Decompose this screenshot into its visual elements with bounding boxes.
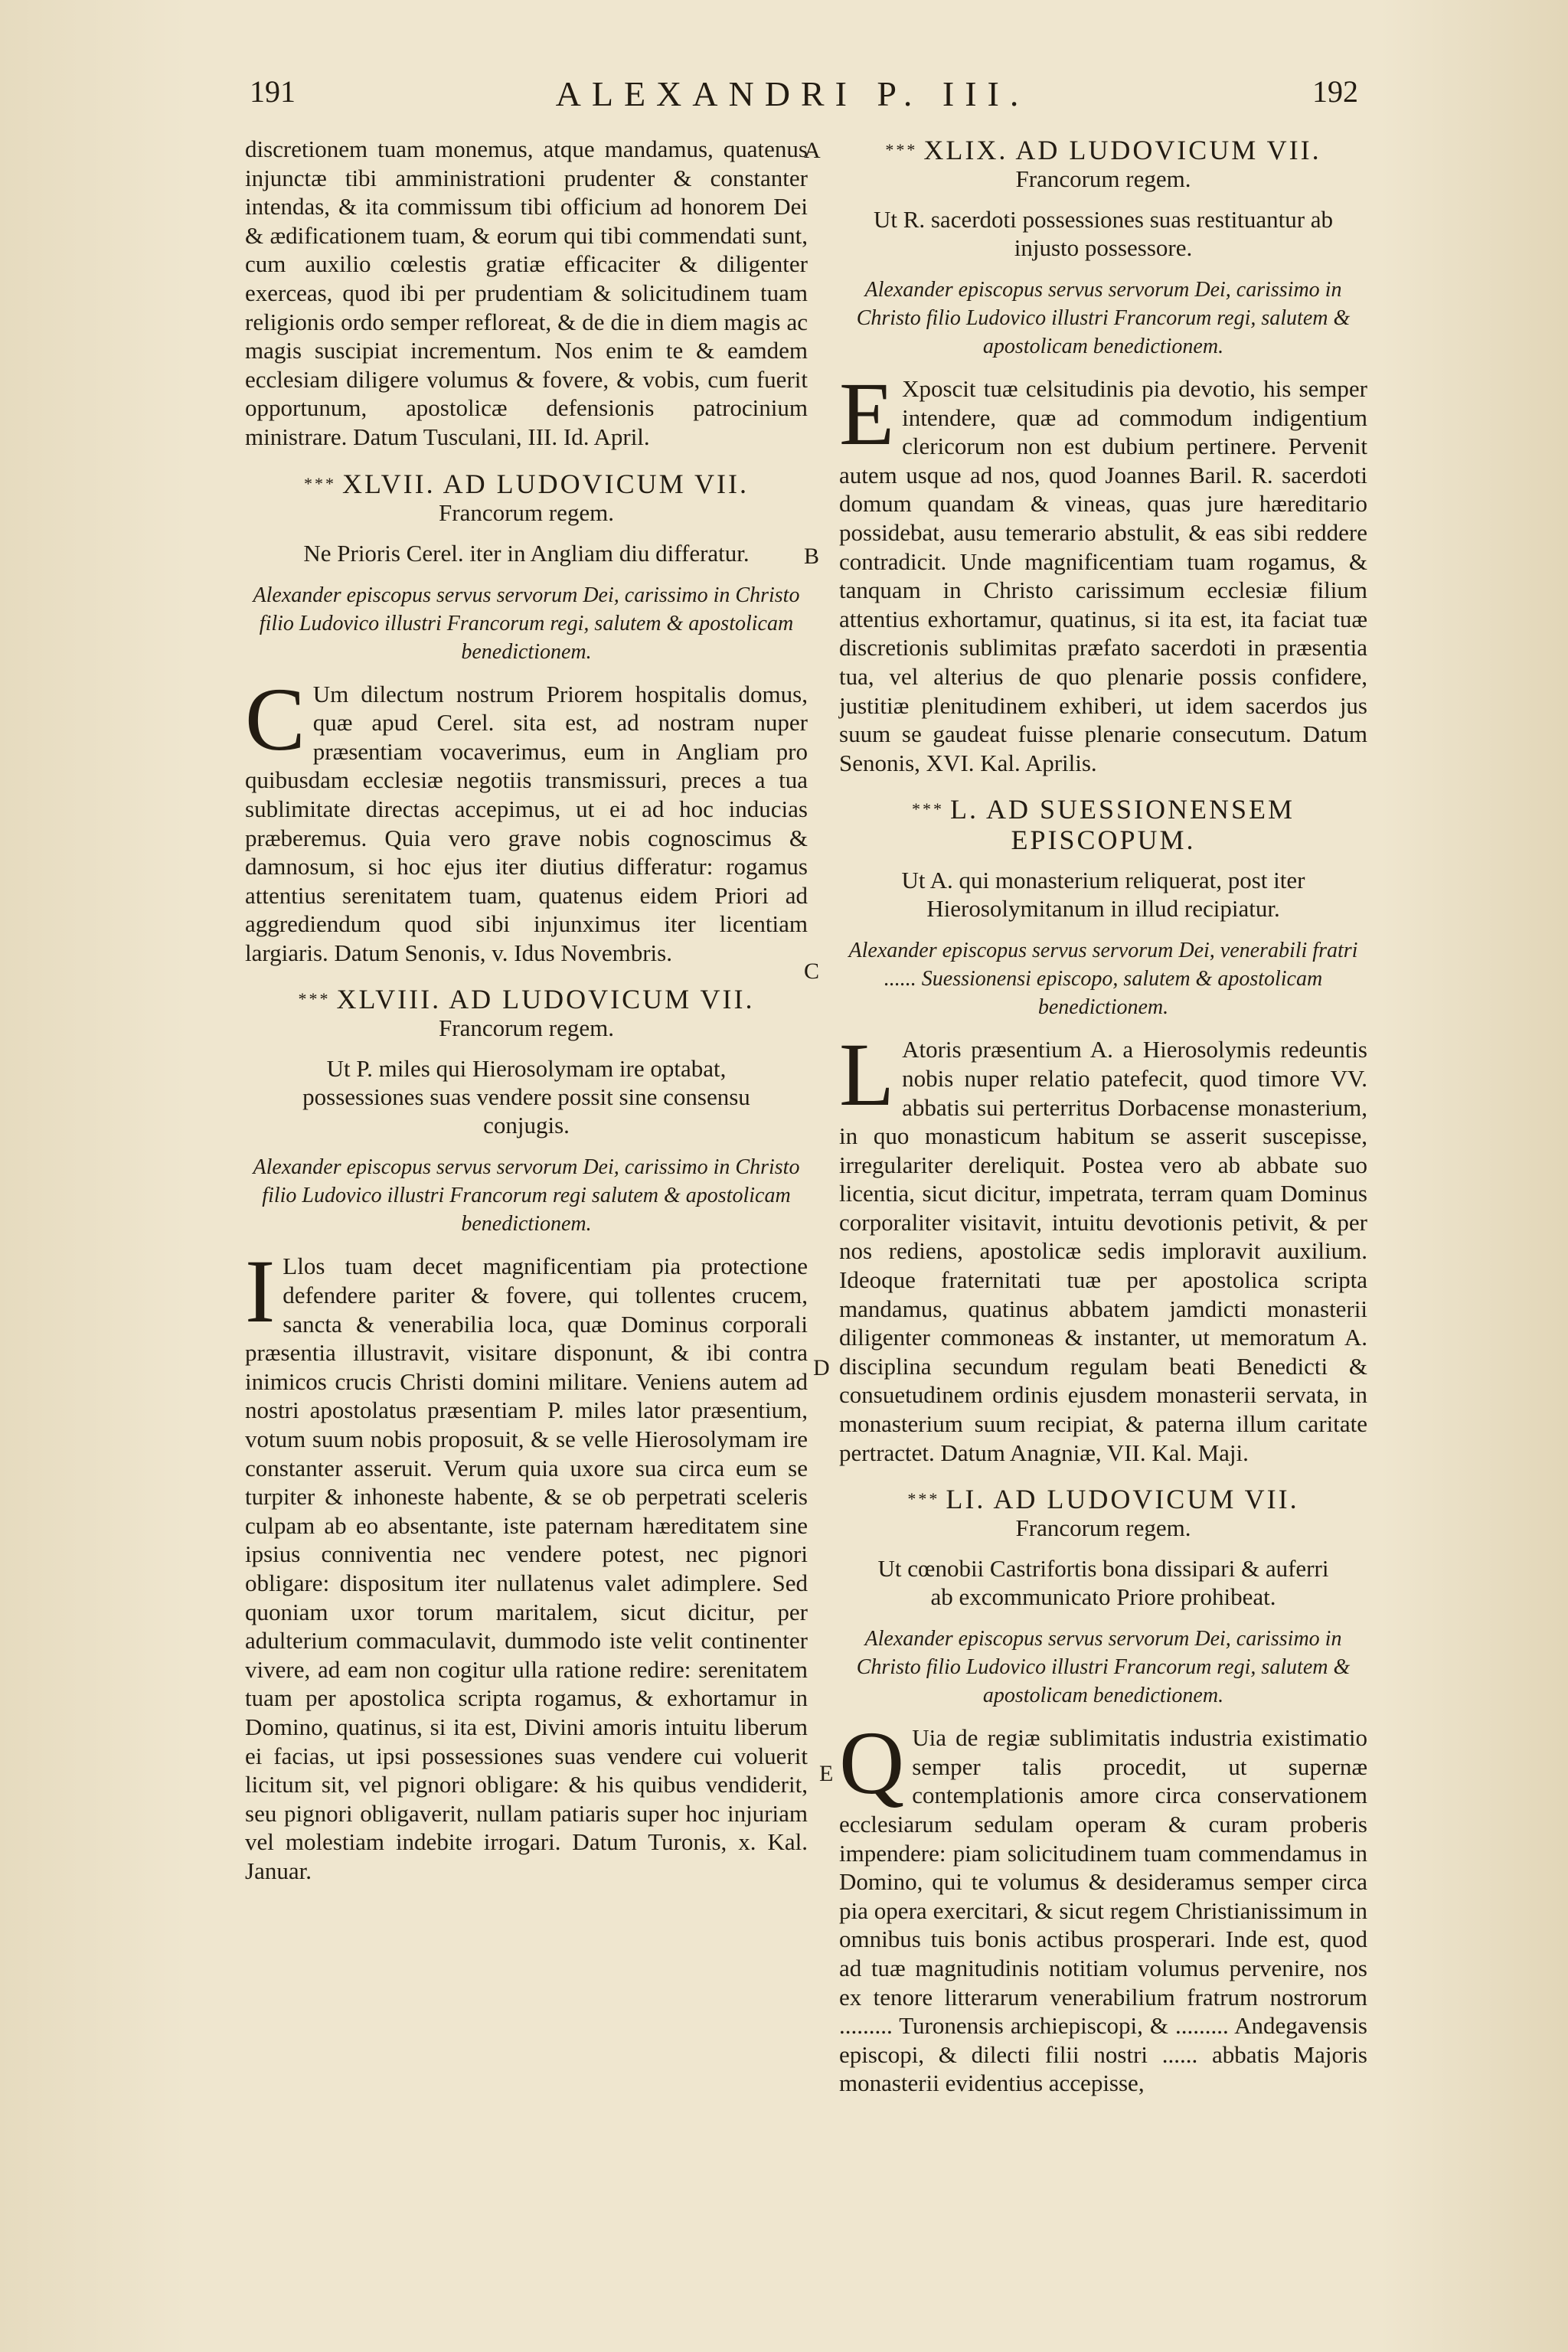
letter-l [839,794,1367,1467]
letter-greeting: Alexander episcopus servus servorum Dei, venerabili fratri ...... Suessionensi episcopo, salutem & apostolicam benedictionem. [848,939,1358,1020]
margin-letter-e: E [819,1761,834,1786]
running-title: ALEXANDRI P. III. [555,74,1030,113]
letter-xlviii [245,984,808,1885]
right-column [839,135,1367,2098]
margin-letter-a: A [804,138,821,163]
heading-text: XLVII. AD LUDOVICUM VII. [342,468,749,499]
letter-subheading: Francorum regem. [1015,165,1191,192]
body-text: Llos tuam decet magnificentiam pia protectione defendere pariter & fovere, qui tollentes crucem, sancta & venerabilia loca, quæ Dominus corporali præsentia illustravit, visitare disponunt, & ibi contra inimicos crucis Christi domini militare. Veniens autem ad nostri apostolatus præsentiam P. miles lator præsentium, votum suum nobis proposuit, & se velle Hierosolymam ire constanter asseruit. Verum quia uxore sua circa eum se turpiter & inhoneste habente, & se ob perpetrati sceleris culpam ab eo absentante, iste paternam hæreditatem sine ipsius conniventia nec vendere potest, nec pignori obligare: dispositum iter nullatenus valet adimplere. Sed quoniam uxor torum maritalem, sicut dicitur, per adulterium commaculavit, dummodo iste velit continenter vivere, ad eam non cogitur ulla ratione redire: serenitatem tuam per apostolica scripta rogamus, & exhortamur in Domino, quatinus, si ita est, Divini amoris intuitu liberum ei facias, ut ipsi possessiones suas vendere cui voluerit licitum sit, vel pignori obligare: & his quibus vendiderit, seu pignori obligaverit, nullam patiaris super hoc injuriam vel molestiam indebite irrogari. Datum Turonis, x. Kal. Januar. [245,1253,808,1884]
running-head [245,74,1340,127]
asterisks-mark: *** [885,140,918,159]
page-number-left: 191 [250,74,296,109]
opening-text: discretionem tuam monemus, atque mandamus, quatenus injunctæ tibi amministrationi prudenter & constanter intendas, & ita commissum tibi officium ad honorem Dei & ædificationem tuam, & eorum qui tibi commendati sunt, cum auxilio cœlestis gratiæ efficaciter & diligenter exerceas, quod ibi per prudentiam & solicitudinem tuam religionis ordo semper refloreat, & de die in diem magis ac magis suscipiat incrementum. Nos enim te & eamdem ecclesiam diligere volumus & fovere, & vobis, cum fuerit opportunum, apostolicæ defensionis patrocinium ministrare. Datum Tusculani, III. Id. April. [245,136,808,450]
drop-initial: E [839,364,895,464]
letter-greeting: Alexander episcopus servus servorum Dei, carissimo in Christo filio Ludovico illustri Francorum regi, salutem & apostolicam benedictionem. [253,583,800,664]
letter-subheading: Francorum regem. [1015,1514,1191,1542]
letter-heading [245,469,808,499]
letter-subheading: Francorum regem. [439,1014,614,1042]
margin-letter-b: B [804,544,820,569]
margin-letter-d: D [813,1355,830,1380]
heading-text: XLIX. AD LUDOVICUM VII. [923,135,1321,165]
body-text: Xposcit tuæ celsitudinis pia devotio, his semper intendere, quæ ad commodum indigentium clericorum non est dubium pertinere. Pervenit autem usque ad nos, quod Joannes Baril. R. sacerdoti domum quandam & vineas, quas jure hæreditario possidebat, ausu temerario abstulit, & eas sibi reddere contradicit. Unde magnificentiam tuam rogamus, & tanquam in Christo carissimum ecclesiæ filium attentius exhortamur, quatinus, si ita est, ita faciat tuæ discretionis sublimitas præfato sacerdoti in præsentia tua, vel alterius de quo plenarie possis confidere, justitiæ plenitudinem exhiberi, ut idem sacerdos jus suum se gaudeat fuisse plenarie consecutum. Datum Senonis, XVI. Kal. Aprilis. [839,375,1367,776]
heading-text: XLVIII. AD LUDOVICUM VII. [336,984,755,1015]
letter-heading [839,135,1367,165]
letter-summary: Ut A. qui monasterium reliquerat, post iter Hierosolymitanum in illud recipiatur. [901,867,1305,923]
drop-initial: C [245,668,305,769]
letter-body [839,1024,1367,1467]
heading-text: LI. AD LUDOVICUM VII. [946,1484,1299,1515]
letter-body [839,1713,1367,2098]
body-text: Um dilectum nostrum Priorem hospitalis domus, quæ apud Cerel. sita est, ad nostram nuper præsentiam vocaverimus, eum in Angliam pro quibusdam ecclesiæ negotiis transmissuri, preces a tua sublimitate directas accepimus, ut ei ad hoc inducias præberemus. Quia vero grave nobis cognoscimus & damnosum, si hoc ejus iter diutius differatur: rogamus attentius serenitatem tuam, quatenus eidem Priori ad aggrediendum quod sibi injunximus iter licentiam largiaris. Datum Senonis, v. Idus Novembris. [245,680,808,966]
letter-li [839,1484,1367,2098]
body-text: Atoris præsentium A. a Hierosolymis redeuntis nobis nuper relatio patefecit, quod timore VV. abbatis sui perterritus Dorbacense monasterium, in quo monasticum habitum se asserit suscepisse, irregulariter dereliquit. Postea vero ab abbate suo licentia, sicut dicitur, impetrata, terram quam Dominus corporaliter visitavit, intuitu devotionis petivit, & per nos rediens, apostolicæ sedis imploravit auxilium. Ideoque fraternitati tuæ per apostolica scripta mandamus, quatinus abbatem jamdicti monasterii diligenter commoneas & instanter, ut memoratum A. disciplina secundum regulam beati Benedicti & consuetudinem ordinis ejusdem monasterii servata, in monasterium suum recipiat, & paterna illum caritate pertractet. Datum Anagniæ, VII. Kal. Maji. [839,1036,1367,1466]
letter-body [245,1241,808,1885]
letter-body [839,364,1367,777]
drop-initial: Q [839,1713,905,1814]
letter-greeting: Alexander episcopus servus servorum Dei, carissimo in Christo filio Ludovico illustri Francorum regi, salutem & apostolicam benedictionem. [856,1627,1351,1708]
body-text: Uia de regiæ sublimitatis industria existimatio semper talis procedit, ut supernæ contemplationis amore circa conservationem ecclesiarum sedulam operam & curam proberis impendere: piam solicitudinem tuam commendamus in Domino, qui te volumus & desideramus semper circa pia opera exercitari, & sicut regem Christianissimum in omnibus tuis bonis actibus prosperari. Inde est, quod ad tuæ magnitudinis notitiam volumus pervenire, nos ex tenore litterarum venerabilium fratrum nostrorum ......... Turonensis archiepiscopi, & ......... Andegavensis episcopi, & dilecti filii nostri ...... abbatis Majoris monasterii evidentius accepisse, [839,1724,1367,2097]
letter-subheading: Francorum regem. [439,498,614,526]
letter-heading [245,984,808,1014]
drop-initial: I [245,1241,276,1342]
letter-summary: Ne Prioris Cerel. iter in Angliam diu differatur. [303,539,750,567]
letter-summary: Ut R. sacerdoti possessiones suas restituantur ab injusto possessore. [873,206,1334,261]
heading-text: L. AD SUESSIONENSEM EPISCOPUM. [949,794,1295,856]
asterisks-mark: *** [304,473,336,493]
letter-summary: Ut cœnobii Castrifortis bona dissipari & auferri ab excommunicato Priore prohibeat. [877,1555,1329,1611]
margin-letter-c: C [804,959,820,984]
asterisks-mark: *** [907,1489,940,1509]
asterisks-mark: *** [298,989,331,1009]
drop-initial: L [839,1024,895,1125]
left-column [245,135,808,1886]
letter-summary: Ut P. miles qui Hierosolymam ire optabat, possessiones suas vendere possit sine consensu conjugis. [302,1055,750,1139]
page-number-right: 192 [1312,74,1358,109]
letter-xlix [839,135,1367,777]
letter-heading [839,1484,1367,1514]
letter-heading [839,794,1367,855]
letter-xlvii [245,469,808,968]
letter-body [245,668,808,968]
asterisks-mark: *** [911,799,944,819]
letter-greeting: Alexander episcopus servus servorum Dei, carissimo in Christo filio Ludovico illustri Francorum regi, salutem & apostolicam benedictionem. [856,278,1351,358]
letter-greeting: Alexander episcopus servus servorum Dei, carissimo in Christo filio Ludovico illustri Francorum regi salutem & apostolicam benedictionem. [253,1155,800,1236]
